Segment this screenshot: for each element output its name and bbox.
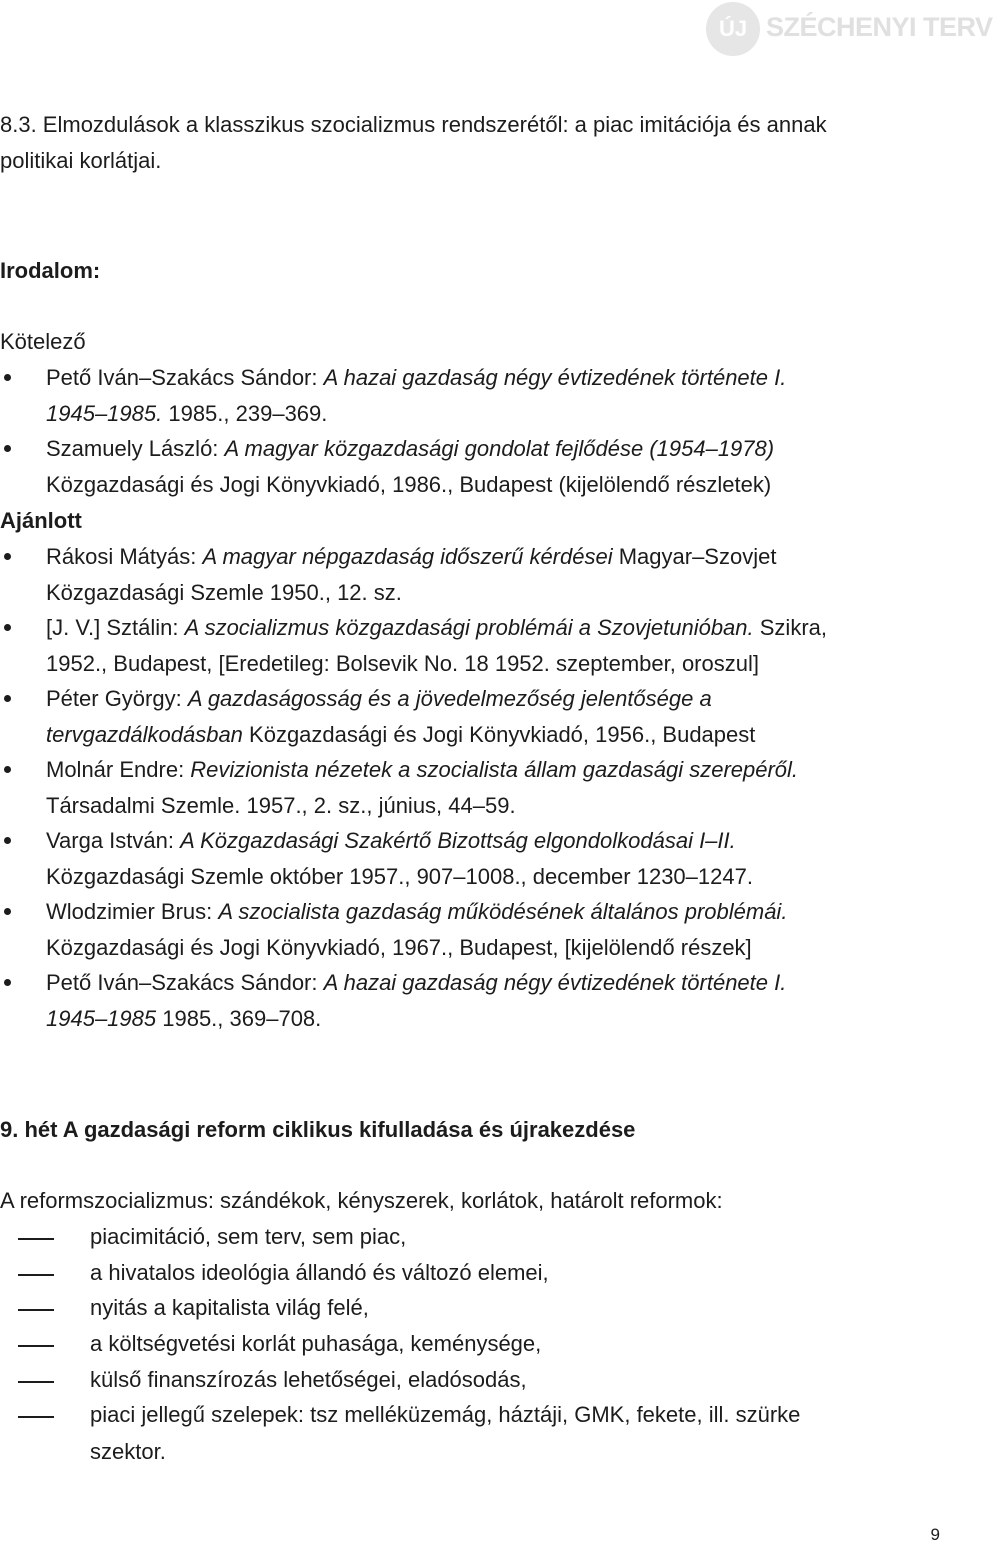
bullet-icon [4,553,11,560]
list-item-line1: Pető Iván–Szakács Sándor: A hazai gazdaság négy évtizedének története I. [46,970,787,995]
section-8-3-heading-line1: 8.3. Elmozdulások a klasszikus szocializmus rendszerétől: a piac imitációja és annak [0,112,827,137]
list-item-text: külső finanszírozás lehetőségei, eladósodás, [90,1367,527,1392]
list-item-line2: 1945–1985 1985., 369–708. [46,1006,322,1031]
dash-icon [18,1238,54,1240]
list-item-line1: Rákosi Mátyás: A magyar népgazdaság időszerű kérdései Magyar–Szovjet [46,544,777,569]
section-8-3-heading-line2: politikai korlátjai. [0,148,162,173]
ajanlott-heading: Ajánlott [0,508,82,533]
kotelezo-heading: Kötelező [0,329,86,354]
list-item-line2: Közgazdasági és Jogi Könyvkiadó, 1986., Budapest (kijelölendő részletek) [46,472,772,497]
list-item-line2: tervgazdálkodásban Közgazdasági és Jogi Könyvkiadó, 1956., Budapest [46,722,756,747]
bullet-icon [4,374,11,381]
bullet-icon [4,837,11,844]
list-item-line2: Közgazdasági és Jogi Könyvkiadó, 1967., Budapest, [kijelölendő részek] [46,935,752,960]
list-item-line1: Varga István: A Közgazdasági Szakértő Bizottság elgondolkodásai I–II. [46,828,736,853]
list-item-line2: Társadalmi Szemle. 1957., 2. sz., június, 44–59. [46,793,516,818]
dash-icon [18,1309,54,1311]
dash-icon [18,1416,54,1418]
list-item-line2: 1945–1985. 1985., 239–369. [46,401,328,426]
list-item-line2: 1952., Budapest, [Eredetileg: Bolsevik No. 18 1952. szeptember, oroszul] [46,651,759,676]
list-item-line1: Wlodzimier Brus: A szocialista gazdaság működésének általános problémái. [46,899,788,924]
list-item-text: nyitás a kapitalista világ felé, [90,1295,369,1320]
bullet-icon [4,445,11,452]
logo-badge-text: ÚJ [718,16,748,41]
list-item-line1: Molnár Endre: Revizionista nézetek a szocialista állam gazdasági szerepéről. [46,757,799,782]
list-item-line2: Közgazdasági Szemle október 1957., 907–1008., december 1230–1247. [46,864,753,889]
dash-icon [18,1381,54,1383]
list-item-text-continued: szektor. [90,1439,166,1464]
irodalom-heading: Irodalom: [0,258,101,283]
list-item-line2: Közgazdasági Szemle 1950., 12. sz. [46,580,402,605]
list-item-line1: Péter György: A gazdaságosság és a jövedelmezőség jelentősége a [46,686,712,711]
bullet-icon [4,624,11,631]
section-9-intro: A reformszocializmus: szándékok, kényszerek, korlátok, határolt reformok: [0,1188,723,1213]
list-item-text: piaci jellegű szelepek: tsz melléküzemág, háztáji, GMK, fekete, ill. szürke [90,1402,801,1427]
logo-badge-icon [706,2,760,56]
list-item-line1: [J. V.] Sztálin: A szocializmus közgazdasági problémái a Szovjetunióban. Szikra, [46,615,827,640]
bullet-icon [4,695,11,702]
dash-icon [18,1345,54,1347]
szechenyi-terv-logo [704,0,993,58]
logo-name: SZÉCHENYI TERV [766,12,993,42]
section-9-heading: 9. hét A gazdasági reform ciklikus kifulladása és újrakezdése [0,1117,636,1142]
list-item-line1: Szamuely László: A magyar közgazdasági gondolat fejlődése (1954–1978) [46,436,775,461]
list-item-text: piacimitáció, sem terv, sem piac, [90,1224,407,1249]
bullet-icon [4,908,11,915]
page-number: 9 [930,1525,940,1544]
list-item-text: a hivatalos ideológia állandó és változó elemei, [90,1260,549,1285]
bullet-icon [4,766,11,773]
list-item-line1: Pető Iván–Szakács Sándor: A hazai gazdaság négy évtizedének története I. [46,365,787,390]
bullet-icon [4,979,11,986]
dash-icon [18,1274,54,1276]
list-item-text: a költségvetési korlát puhasága, keménysége, [90,1331,542,1356]
